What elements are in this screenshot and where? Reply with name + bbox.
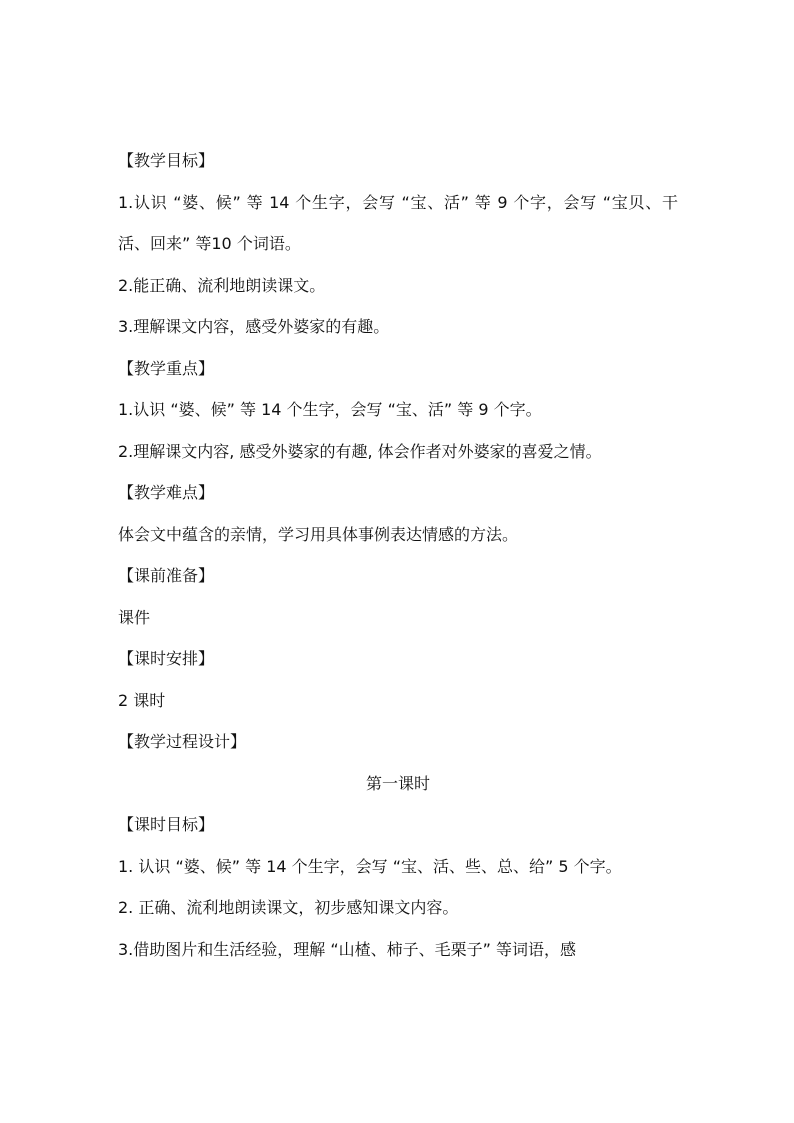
- section-heading-key-points: 【教学重点】: [118, 358, 215, 378]
- difficulty-text: 体会文中蕴含的亲情，学习用具体事例表达情感的方法。: [118, 524, 519, 544]
- section-heading-difficulties: 【教学难点】: [118, 483, 215, 502]
- section-heading-lesson-goals: 【课时目标】: [118, 815, 215, 834]
- section-heading-process: 【教学过程设计】: [118, 732, 247, 751]
- preparation-text: 课件: [118, 607, 151, 627]
- goal-item-2: 2.能正确、流利地朗读课文。: [118, 275, 326, 295]
- lesson-title: 第一课时: [365, 773, 430, 793]
- lesson-goal-item-3: 3.借助图片和生活经验，理解 “山楂、柿子、毛栗子” 等词语，感: [118, 939, 577, 959]
- goal-item-1: 1.认识 “婆、候” 等 14 个生字，会写 “宝、活” 等 9 个字，会写 “宝贝、干活、回来” 等10 个词语。: [118, 192, 678, 253]
- document-body: [118, 140, 678, 970]
- key-point-item-2: 2.理解课文内容, 感受外婆家的有趣, 体会作者对外婆家的喜爱之情。: [118, 441, 602, 461]
- schedule-text: 2 课时: [118, 690, 166, 710]
- section-heading-schedule: 【课时安排】: [118, 649, 215, 668]
- lesson-goal-item-1: 1. 认识 “婆、候” 等 14 个生字，会写 “宝、活、些、总、给” 5 个字。: [118, 856, 622, 876]
- goal-item-3: 3.理解课文内容，感受外婆家的有趣。: [118, 317, 390, 336]
- section-heading-teaching-goals: 【教学目标】: [118, 151, 215, 170]
- lesson-goal-item-2: 2. 正确、流利地朗读课文，初步感知课文内容。: [118, 898, 459, 917]
- key-point-item-1: 1.认识 “婆、候” 等 14 个生字，会写 “宝、活” 等 9 个字。: [118, 400, 542, 419]
- section-heading-preparation: 【课前准备】: [118, 566, 215, 585]
